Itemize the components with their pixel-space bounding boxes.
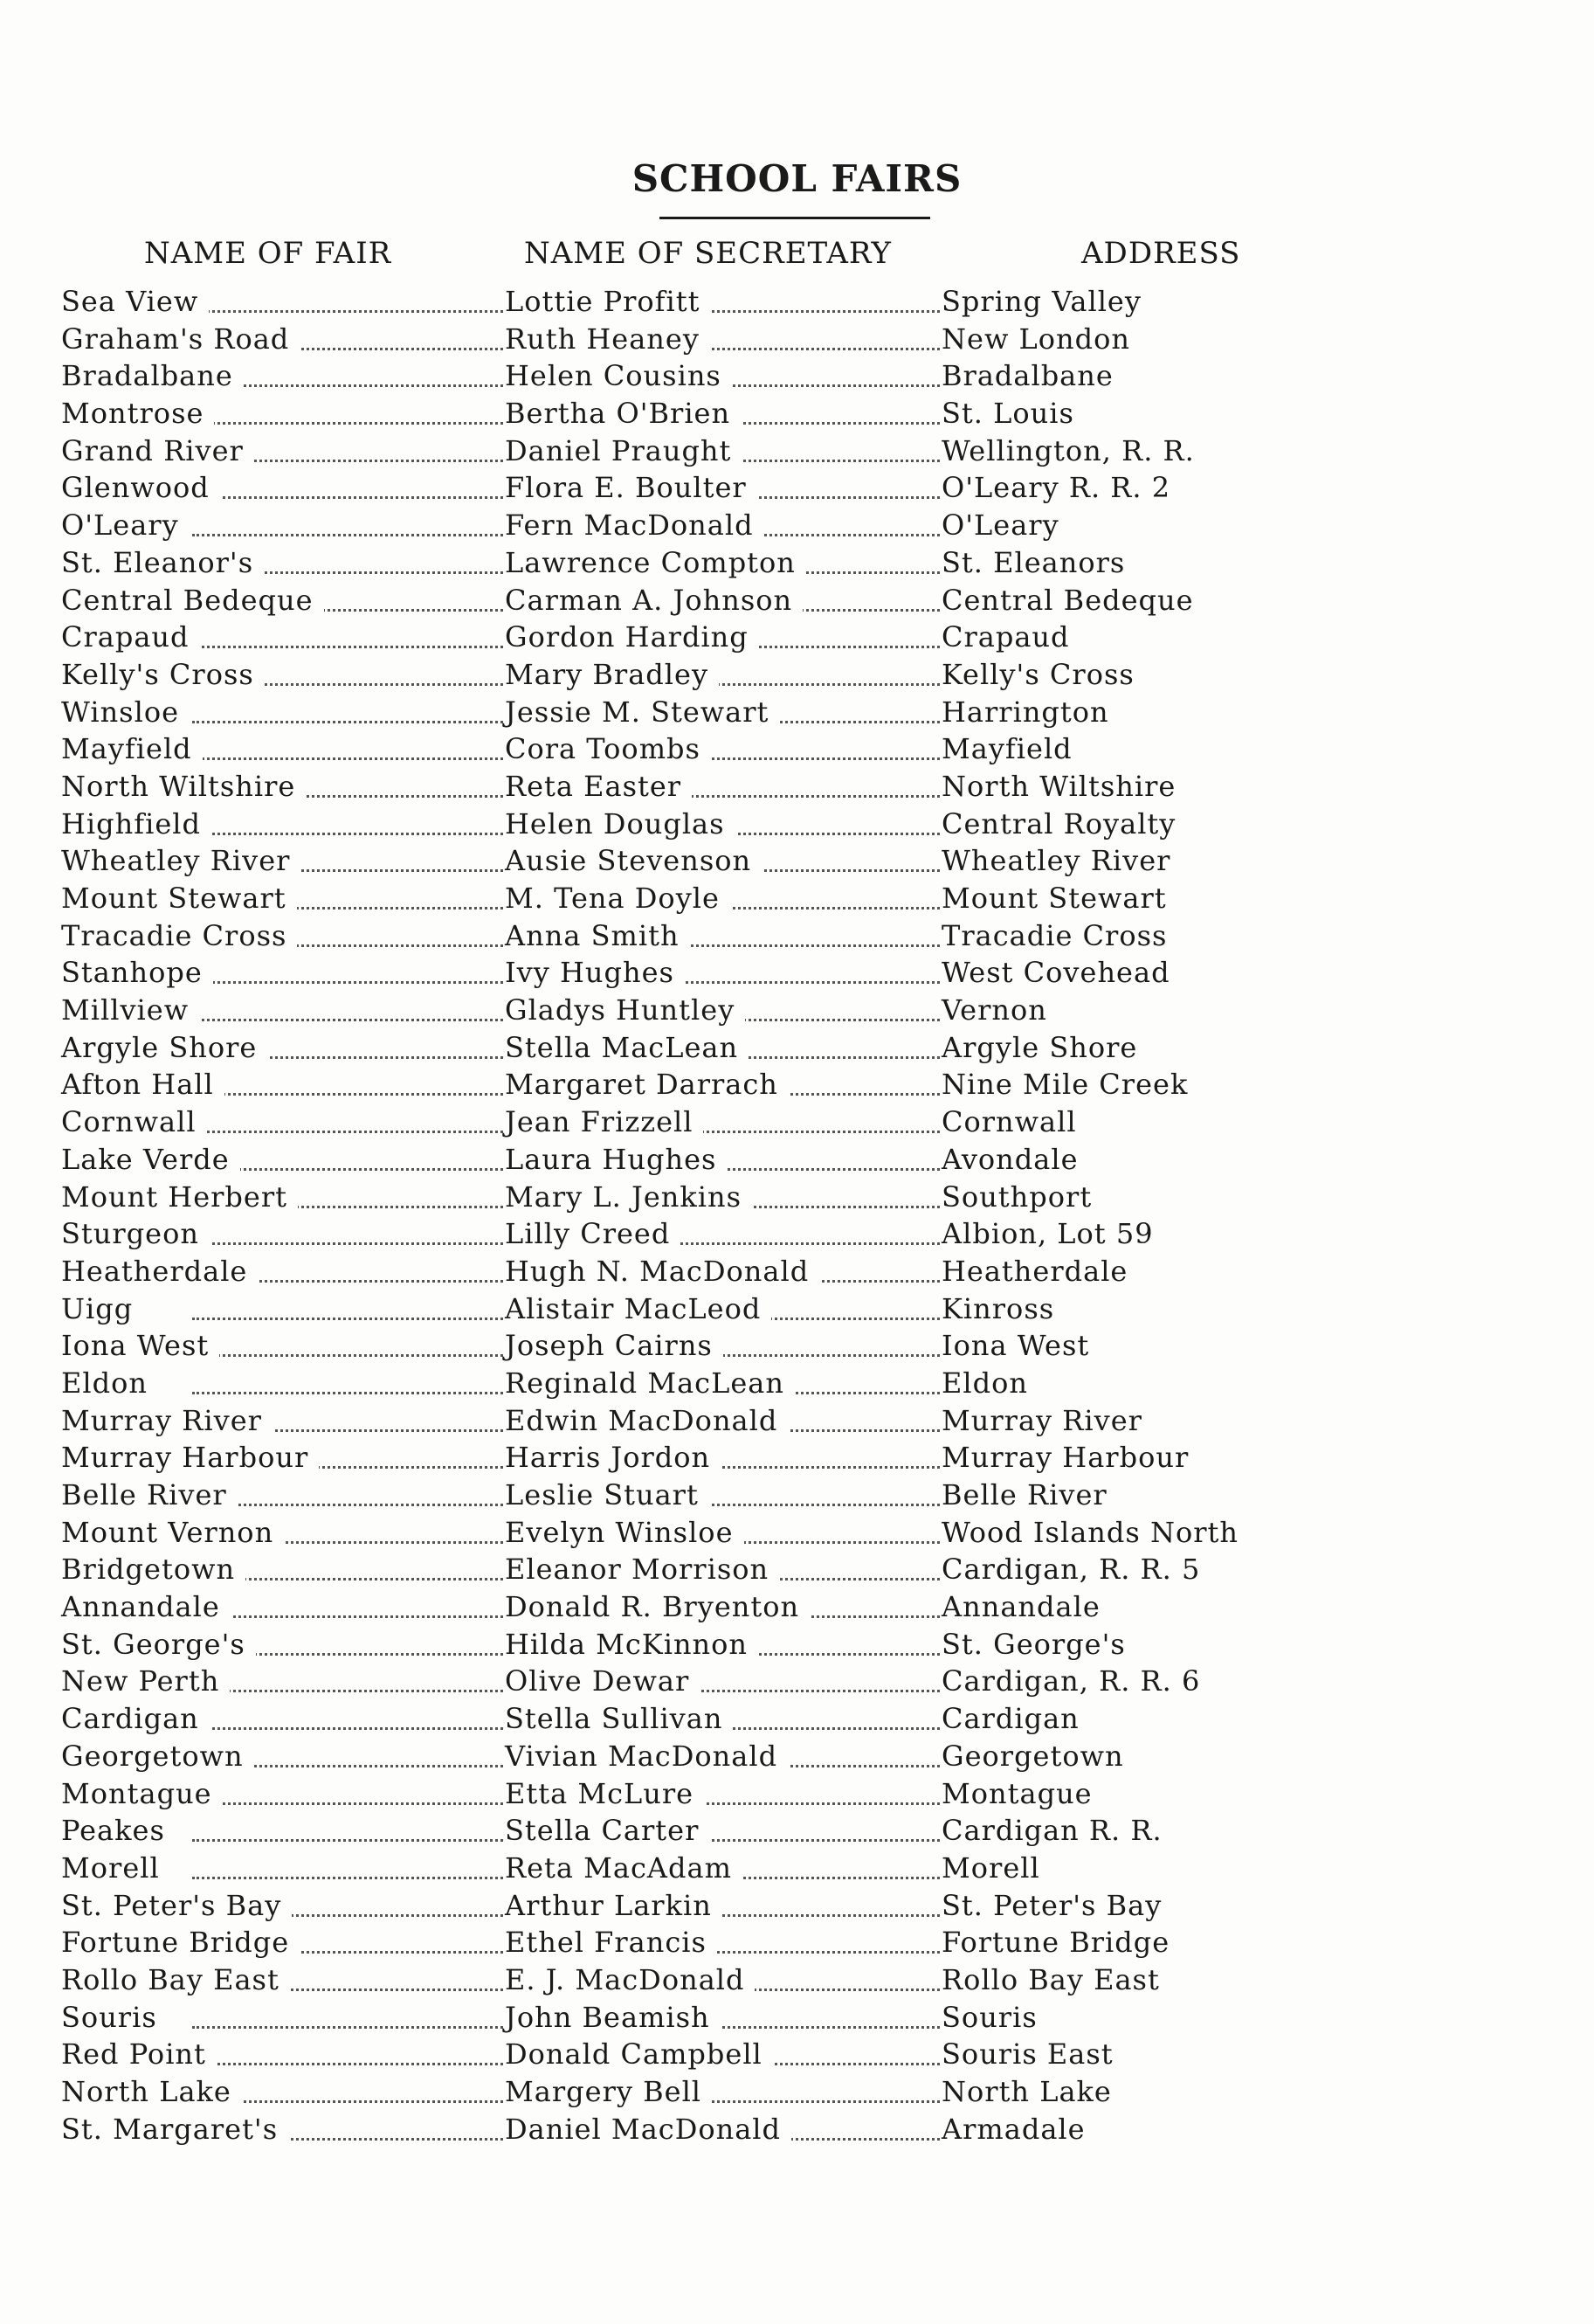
table-row bbox=[0, 1698, 1594, 1736]
secretary-name: Stella Carter bbox=[505, 1814, 709, 1847]
address: Avondale bbox=[942, 1142, 1079, 1176]
secretary-name: Lilly Creed bbox=[505, 1217, 680, 1250]
leader-dots bbox=[192, 1131, 503, 1133]
table-row bbox=[0, 766, 1594, 804]
address: Spring Valley bbox=[942, 285, 1142, 318]
secretary-name: Jessie M. Stewart bbox=[505, 695, 779, 729]
table-row bbox=[0, 1475, 1594, 1512]
fair-name: Rollo Bay East bbox=[61, 1963, 290, 1996]
table-row bbox=[0, 1139, 1594, 1177]
secretary-name: Flora E. Boulter bbox=[505, 471, 757, 504]
address: Central Royalty bbox=[942, 806, 1177, 840]
fair-name: Murray Harbour bbox=[61, 1441, 319, 1474]
fair-name: Grand River bbox=[61, 434, 254, 467]
table-row bbox=[0, 580, 1594, 618]
address: Crapaud bbox=[942, 620, 1070, 654]
table-row bbox=[0, 1214, 1594, 1251]
leader-dots bbox=[192, 721, 503, 723]
leader-dots bbox=[192, 757, 503, 760]
leader-dots bbox=[192, 1802, 503, 1805]
address: North Lake bbox=[942, 2075, 1112, 2108]
secretary-name: Reginald MacLean bbox=[505, 1366, 795, 1400]
table-row bbox=[0, 1512, 1594, 1550]
fair-name: Sturgeon bbox=[61, 1217, 210, 1250]
fair-name: Mount Vernon bbox=[61, 1516, 284, 1549]
address: Souris bbox=[942, 2000, 1038, 2034]
fair-name: North Lake bbox=[61, 2075, 242, 2108]
secretary-name: Edwin MacDonald bbox=[505, 1404, 788, 1437]
address: Argyle Shore bbox=[942, 1030, 1138, 1064]
address: Central Bedeque bbox=[942, 583, 1194, 617]
fair-name: Mount Herbert bbox=[61, 1180, 298, 1214]
table-row bbox=[0, 1736, 1594, 1774]
table-row bbox=[0, 431, 1594, 468]
address: St. Peter's Bay bbox=[942, 1888, 1163, 1922]
table-row bbox=[0, 1587, 1594, 1624]
table-row bbox=[0, 804, 1594, 841]
leader-dots bbox=[192, 1615, 503, 1618]
table-row bbox=[0, 2109, 1594, 2147]
address: West Covehead bbox=[942, 956, 1170, 990]
fair-name: St. Eleanor's bbox=[61, 546, 264, 579]
secretary-name: Cora Toombs bbox=[505, 732, 711, 765]
fair-name: Cornwall bbox=[61, 1105, 207, 1138]
address: Morell bbox=[942, 1850, 1040, 1885]
table-row bbox=[0, 1437, 1594, 1475]
leader-dots bbox=[192, 1093, 503, 1096]
fair-name: Montrose bbox=[61, 397, 214, 430]
fair-name: Glenwood bbox=[61, 471, 220, 504]
secretary-name: Fern MacDonald bbox=[505, 508, 764, 542]
secretary-name: Ethel Francis bbox=[505, 1926, 717, 1959]
address: Harrington bbox=[942, 695, 1109, 729]
fair-name: Sea View bbox=[61, 285, 209, 318]
fair-name: Fortune Bridge bbox=[61, 1926, 300, 1959]
title-underline bbox=[659, 217, 930, 219]
fair-name: St. Margaret's bbox=[61, 2113, 288, 2146]
address: Bradalbane bbox=[942, 359, 1114, 393]
secretary-name: Joseph Cairns bbox=[505, 1329, 723, 1362]
table-row bbox=[0, 692, 1594, 730]
secretary-name: Reta MacAdam bbox=[505, 1851, 742, 1885]
leader-dots bbox=[192, 1504, 503, 1506]
fair-name: Belle River bbox=[61, 1478, 238, 1511]
secretary-name: Carman A. Johnson bbox=[505, 584, 803, 617]
address: Souris East bbox=[942, 2037, 1114, 2072]
secretary-name: Lawrence Compton bbox=[505, 546, 806, 579]
address: Kinross bbox=[942, 1291, 1055, 1325]
leader-dots bbox=[192, 1392, 503, 1394]
leader-dots bbox=[192, 1318, 503, 1320]
secretary-name: Arthur Larkin bbox=[505, 1889, 722, 1922]
fair-name: Kelly's Cross bbox=[61, 658, 265, 691]
address: Heatherdale bbox=[942, 1254, 1128, 1288]
address: O'Leary R. R. 2 bbox=[942, 471, 1171, 505]
address: Mayfield bbox=[942, 732, 1073, 766]
table-row bbox=[0, 952, 1594, 990]
table-row bbox=[0, 878, 1594, 916]
table-row bbox=[0, 1549, 1594, 1587]
table-row bbox=[0, 1661, 1594, 1698]
leader-dots bbox=[192, 1839, 503, 1842]
leader-dots bbox=[192, 310, 503, 313]
secretary-name: Harris Jordon bbox=[505, 1441, 721, 1474]
address: O'Leary bbox=[942, 508, 1059, 543]
fair-name: Bradalbane bbox=[61, 359, 244, 392]
fair-name: O'Leary bbox=[61, 508, 190, 542]
address: Belle River bbox=[942, 1478, 1108, 1511]
address: Cardigan bbox=[942, 1702, 1080, 1736]
address: Annandale bbox=[942, 1590, 1101, 1624]
table-row bbox=[0, 2034, 1594, 2072]
secretary-name: Gladys Huntley bbox=[505, 993, 745, 1027]
table-row bbox=[0, 1885, 1594, 1923]
secretary-name: Jean Frizzell bbox=[505, 1105, 703, 1138]
address: Eldon bbox=[942, 1366, 1028, 1400]
table-row bbox=[0, 1064, 1594, 1102]
address: Cardigan R. R. bbox=[942, 1814, 1163, 1848]
fair-name: Mayfield bbox=[61, 732, 203, 765]
fair-name: Stanhope bbox=[61, 956, 213, 989]
fairs-table bbox=[0, 281, 1594, 2146]
fair-name: Iona West bbox=[61, 1329, 219, 1362]
leader-dots bbox=[192, 496, 503, 499]
address: Georgetown bbox=[942, 1739, 1124, 1773]
table-row bbox=[0, 1810, 1594, 1848]
secretary-name: Margaret Darrach bbox=[505, 1068, 789, 1101]
fair-name: Annandale bbox=[61, 1590, 231, 1623]
address: Vernon bbox=[942, 993, 1047, 1027]
secretary-name: Ivy Hughes bbox=[505, 956, 685, 989]
table-row bbox=[0, 1102, 1594, 1139]
fair-name: St. Peter's Bay bbox=[61, 1889, 292, 1922]
table-row bbox=[0, 1325, 1594, 1363]
secretary-name: Anna Smith bbox=[505, 919, 690, 952]
fair-name: Crapaud bbox=[61, 620, 200, 654]
address: Iona West bbox=[942, 1329, 1090, 1363]
secretary-name: Stella MacLean bbox=[505, 1031, 749, 1064]
address: Albion, Lot 59 bbox=[942, 1217, 1154, 1251]
fair-name: Lake Verde bbox=[61, 1143, 240, 1176]
secretary-name: Mary L. Jenkins bbox=[505, 1180, 752, 1214]
address: Kelly's Cross bbox=[942, 657, 1135, 691]
column-headers bbox=[0, 236, 1594, 280]
secretary-name: E. J. MacDonald bbox=[505, 1963, 755, 1996]
address: Murray River bbox=[942, 1403, 1142, 1437]
address: Cornwall bbox=[942, 1105, 1077, 1139]
leader-dots bbox=[192, 1690, 503, 1692]
fair-name: Peakes bbox=[61, 1814, 176, 1847]
secretary-name: Gordon Harding bbox=[505, 620, 759, 654]
table-row bbox=[0, 990, 1594, 1027]
secretary-name: Etta McLure bbox=[505, 1777, 704, 1810]
secretary-name: John Beamish bbox=[505, 2001, 721, 2034]
fair-name: Souris bbox=[61, 2001, 168, 2034]
table-row bbox=[0, 1774, 1594, 1811]
address: Armadale bbox=[942, 2112, 1086, 2146]
address: Montague bbox=[942, 1776, 1093, 1810]
address: Mount Stewart bbox=[942, 882, 1167, 915]
fair-name: Red Point bbox=[61, 2037, 217, 2071]
header-address: ADDRESS bbox=[1081, 236, 1241, 271]
secretary-name: Ausie Stevenson bbox=[505, 844, 762, 877]
secretary-name: Laura Hughes bbox=[505, 1143, 727, 1176]
secretary-name: Vivian MacDonald bbox=[505, 1740, 788, 1773]
table-row bbox=[0, 281, 1594, 319]
fair-name: Murray River bbox=[61, 1404, 273, 1437]
leader-dots bbox=[192, 833, 503, 835]
secretary-name: Alistair MacLeod bbox=[505, 1292, 771, 1325]
table-row bbox=[0, 1848, 1594, 1885]
secretary-name: Eleanor Morrison bbox=[505, 1553, 779, 1586]
table-row bbox=[0, 393, 1594, 431]
fair-name: St. George's bbox=[61, 1628, 256, 1661]
fair-name: Wheatley River bbox=[61, 844, 300, 877]
address: Wheatley River bbox=[942, 844, 1171, 878]
leader-dots bbox=[192, 646, 503, 648]
fair-name: Tracadie Cross bbox=[61, 919, 297, 952]
secretary-name: Hugh N. MacDonald bbox=[505, 1255, 819, 1288]
table-row bbox=[0, 1289, 1594, 1326]
table-row bbox=[0, 916, 1594, 953]
leader-dots bbox=[192, 1242, 503, 1245]
table-row bbox=[0, 2072, 1594, 2109]
secretary-name: Daniel MacDonald bbox=[505, 2113, 791, 2146]
fair-name: Georgetown bbox=[61, 1740, 254, 1773]
header-secretary: NAME OF SECRETARY bbox=[524, 236, 892, 271]
leader-dots bbox=[192, 1354, 503, 1357]
secretary-name: Leslie Stuart bbox=[505, 1478, 709, 1511]
address: North Wiltshire bbox=[942, 769, 1177, 803]
leader-dots bbox=[192, 981, 503, 984]
fair-name: Argyle Shore bbox=[61, 1031, 267, 1064]
address: Nine Mile Creek bbox=[942, 1068, 1189, 1102]
fair-name: Morell bbox=[61, 1851, 170, 1885]
secretary-name: Helen Douglas bbox=[505, 807, 735, 840]
secretary-name: Evelyn Winsloe bbox=[505, 1516, 744, 1549]
address: New London bbox=[942, 322, 1130, 356]
address: Murray Harbour bbox=[942, 1441, 1190, 1475]
leader-dots bbox=[192, 534, 503, 536]
table-row bbox=[0, 617, 1594, 654]
secretary-name: Donald Campbell bbox=[505, 2037, 773, 2071]
secretary-name: Reta Easter bbox=[505, 770, 692, 803]
secretary-name: Hilda McKinnon bbox=[505, 1628, 758, 1661]
table-row bbox=[0, 1363, 1594, 1401]
secretary-name: Olive Dewar bbox=[505, 1664, 700, 1698]
page-title: SCHOOL FAIRS bbox=[631, 157, 963, 200]
address: Cardigan, R. R. 6 bbox=[942, 1664, 1201, 1698]
fair-name: Highfield bbox=[61, 807, 211, 840]
address: Wellington, R. R. bbox=[942, 433, 1195, 467]
table-row bbox=[0, 1177, 1594, 1214]
address: Tracadie Cross bbox=[942, 918, 1168, 952]
secretary-name: Stella Sullivan bbox=[505, 1702, 733, 1735]
address: Wood Islands North bbox=[942, 1515, 1239, 1549]
fair-name: Heatherdale bbox=[61, 1255, 258, 1288]
address: St. Louis bbox=[942, 397, 1074, 431]
table-row bbox=[0, 840, 1594, 878]
table-row bbox=[0, 1401, 1594, 1438]
address: St. Eleanors bbox=[942, 545, 1126, 579]
fair-name: North Wiltshire bbox=[61, 770, 306, 803]
leader-dots bbox=[192, 422, 503, 425]
fair-name: Montague bbox=[61, 1777, 223, 1810]
table-row bbox=[0, 1251, 1594, 1289]
table-row bbox=[0, 543, 1594, 580]
table-row bbox=[0, 1997, 1594, 2035]
leader-dots bbox=[192, 1727, 503, 1730]
secretary-name: Helen Cousins bbox=[505, 359, 732, 392]
address: Cardigan, R. R. 5 bbox=[942, 1553, 1201, 1587]
fair-name: Eldon bbox=[61, 1366, 158, 1400]
table-row bbox=[0, 356, 1594, 393]
table-row bbox=[0, 1624, 1594, 1662]
leader-dots bbox=[192, 1019, 503, 1021]
secretary-name: Donald R. Bryenton bbox=[505, 1590, 810, 1623]
secretary-name: Lottie Profitt bbox=[505, 285, 710, 318]
table-row bbox=[0, 1960, 1594, 1997]
fair-name: Graham's Road bbox=[61, 322, 300, 356]
fair-name: Millview bbox=[61, 993, 199, 1027]
fair-name: Winsloe bbox=[61, 695, 190, 729]
secretary-name: Bertha O'Brien bbox=[505, 397, 741, 430]
table-row bbox=[0, 505, 1594, 543]
secretary-name: Mary Bradley bbox=[505, 658, 719, 691]
leader-dots bbox=[192, 2026, 503, 2029]
leader-dots bbox=[192, 1877, 503, 1879]
fair-name: New Perth bbox=[61, 1664, 230, 1698]
table-row bbox=[0, 729, 1594, 766]
secretary-name: Daniel Praught bbox=[505, 434, 742, 467]
leader-dots bbox=[192, 2063, 503, 2065]
table-row bbox=[0, 319, 1594, 356]
fair-name: Central Bedeque bbox=[61, 584, 324, 617]
address: Rollo Bay East bbox=[942, 1962, 1160, 1996]
table-row bbox=[0, 1027, 1594, 1065]
fair-name: Cardigan bbox=[61, 1702, 210, 1735]
table-row bbox=[0, 1922, 1594, 1960]
table-row bbox=[0, 467, 1594, 505]
secretary-name: Margery Bell bbox=[505, 2075, 712, 2108]
secretary-name: Ruth Heaney bbox=[505, 322, 710, 356]
address: Southport bbox=[942, 1179, 1093, 1214]
table-row bbox=[0, 654, 1594, 692]
address: Fortune Bridge bbox=[942, 1926, 1170, 1960]
fair-name: Mount Stewart bbox=[61, 882, 297, 915]
secretary-name: M. Tena Doyle bbox=[505, 882, 730, 915]
address: St. George's bbox=[942, 1627, 1126, 1661]
fair-name: Uigg bbox=[61, 1292, 143, 1325]
fair-name: Bridgetown bbox=[61, 1553, 245, 1586]
fair-name: Afton Hall bbox=[61, 1068, 224, 1101]
header-fair: NAME OF FAIR bbox=[144, 236, 392, 271]
